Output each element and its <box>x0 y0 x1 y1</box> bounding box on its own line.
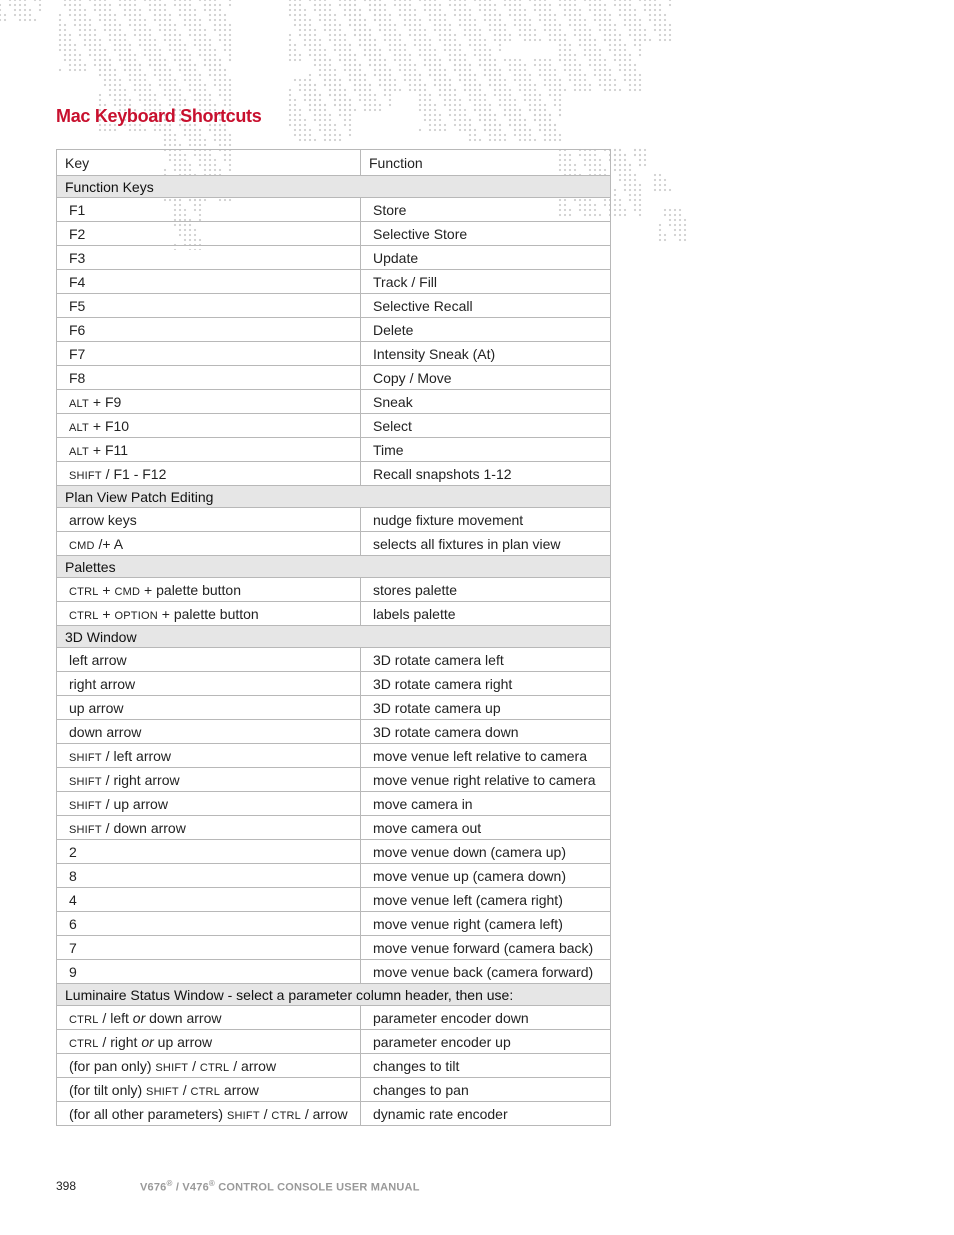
key-cell: 6 <box>57 912 361 936</box>
table-row <box>57 532 611 556</box>
key-cell: ALT + F11 <box>57 438 361 462</box>
key-cell: SHIFT / down arrow <box>57 816 361 840</box>
function-cell: move camera out <box>361 816 611 840</box>
key-cell: 4 <box>57 888 361 912</box>
key-cell: down arrow <box>57 720 361 744</box>
page-title: Mac Keyboard Shortcuts <box>56 106 262 126</box>
table-row <box>57 960 611 984</box>
function-cell: Recall snapshots 1-12 <box>361 462 611 486</box>
table-row <box>57 888 611 912</box>
table-row <box>57 602 611 626</box>
key-cell: SHIFT / left arrow <box>57 744 361 768</box>
header-function: Function <box>361 150 611 176</box>
function-cell: move venue forward (camera back) <box>361 936 611 960</box>
function-cell: nudge fixture movement <box>361 508 611 532</box>
section-title: Plan View Patch Editing <box>57 486 611 508</box>
function-cell: Intensity Sneak (At) <box>361 342 611 366</box>
table-row <box>57 318 611 342</box>
key-cell: 9 <box>57 960 361 984</box>
section-title: Luminaire Status Window - select a parameter column header, then use: <box>57 984 611 1006</box>
key-cell: up arrow <box>57 696 361 720</box>
function-cell: changes to tilt <box>361 1054 611 1078</box>
section-title: Function Keys <box>57 176 611 198</box>
key-cell: SHIFT / right arrow <box>57 768 361 792</box>
function-cell: Selective Recall <box>361 294 611 318</box>
function-cell: 3D rotate camera left <box>361 648 611 672</box>
table-row <box>57 508 611 532</box>
manual-title-separator: / <box>172 1181 183 1194</box>
key-cell: (for tilt only) SHIFT / CTRL arrow <box>57 1078 361 1102</box>
key-cell: SHIFT / up arrow <box>57 792 361 816</box>
table-row <box>57 414 611 438</box>
key-cell: CTRL + OPTION + palette button <box>57 602 361 626</box>
registered-mark-2: ® <box>208 1179 215 1188</box>
table-row <box>57 1054 611 1078</box>
key-cell: F8 <box>57 366 361 390</box>
table-row <box>57 1078 611 1102</box>
table-row <box>57 390 611 414</box>
table-row <box>57 696 611 720</box>
function-cell: Delete <box>361 318 611 342</box>
key-cell: left arrow <box>57 648 361 672</box>
function-cell: parameter encoder up <box>361 1030 611 1054</box>
key-cell: CTRL + CMD + palette button <box>57 578 361 602</box>
key-cell: F2 <box>57 222 361 246</box>
table-row <box>57 246 611 270</box>
key-cell: SHIFT / F1 - F12 <box>57 462 361 486</box>
table-row <box>57 840 611 864</box>
key-cell: F7 <box>57 342 361 366</box>
key-cell: F1 <box>57 198 361 222</box>
table-row <box>57 294 611 318</box>
table-row <box>57 366 611 390</box>
function-cell: move venue right relative to camera <box>361 768 611 792</box>
key-cell: F5 <box>57 294 361 318</box>
table-row <box>57 792 611 816</box>
page-number: 398 <box>56 1179 77 1193</box>
function-cell: parameter encoder down <box>361 1006 611 1030</box>
table-row <box>57 1102 611 1126</box>
key-cell: CTRL / left or down arrow <box>57 1006 361 1030</box>
table-body <box>57 176 611 1126</box>
function-cell: stores palette <box>361 578 611 602</box>
function-cell: dynamic rate encoder <box>361 1102 611 1126</box>
table-row <box>57 198 611 222</box>
manual-title-part3: CONTROL CONSOLE USER MANUAL <box>215 1181 420 1194</box>
table-row <box>57 462 611 486</box>
table-row <box>57 342 611 366</box>
table-row <box>57 936 611 960</box>
key-cell: F6 <box>57 318 361 342</box>
function-cell: move venue right (camera left) <box>361 912 611 936</box>
table-row <box>57 864 611 888</box>
function-cell: move venue left (camera right) <box>361 888 611 912</box>
table-row <box>57 816 611 840</box>
function-cell: labels palette <box>361 602 611 626</box>
function-cell: Time <box>361 438 611 462</box>
function-cell: 3D rotate camera right <box>361 672 611 696</box>
manual-title-part1: V676 <box>140 1181 167 1194</box>
header-key: Key <box>57 150 361 176</box>
table-row <box>57 1006 611 1030</box>
key-cell: CTRL / right or up arrow <box>57 1030 361 1054</box>
key-cell: F3 <box>57 246 361 270</box>
section-row <box>57 984 611 1006</box>
table-row <box>57 270 611 294</box>
section-row <box>57 626 611 648</box>
section-row <box>57 556 611 578</box>
table-row <box>57 1030 611 1054</box>
key-cell: right arrow <box>57 672 361 696</box>
table-row <box>57 744 611 768</box>
key-cell: ALT + F9 <box>57 390 361 414</box>
function-cell: move venue down (camera up) <box>361 840 611 864</box>
table-row <box>57 768 611 792</box>
function-cell: move venue up (camera down) <box>361 864 611 888</box>
key-cell: ALT + F10 <box>57 414 361 438</box>
function-cell: Sneak <box>361 390 611 414</box>
table-row <box>57 912 611 936</box>
key-cell: (for pan only) SHIFT / CTRL / arrow <box>57 1054 361 1078</box>
function-cell: move venue back (camera forward) <box>361 960 611 984</box>
key-cell: 7 <box>57 936 361 960</box>
function-cell: Selective Store <box>361 222 611 246</box>
table-row <box>57 578 611 602</box>
key-cell: 8 <box>57 864 361 888</box>
table-row <box>57 648 611 672</box>
function-cell: move camera in <box>361 792 611 816</box>
function-cell: Select <box>361 414 611 438</box>
shortcuts-table <box>56 149 611 1126</box>
section-row <box>57 486 611 508</box>
function-cell: Copy / Move <box>361 366 611 390</box>
function-cell: move venue left relative to camera <box>361 744 611 768</box>
function-cell: 3D rotate camera down <box>361 720 611 744</box>
function-cell: changes to pan <box>361 1078 611 1102</box>
table-header-row <box>57 150 611 176</box>
manual-title-part2: V476 <box>182 1181 209 1194</box>
table-row <box>57 672 611 696</box>
function-cell: Track / Fill <box>361 270 611 294</box>
key-cell: (for all other parameters) SHIFT / CTRL / arrow <box>57 1102 361 1126</box>
key-cell: arrow keys <box>57 508 361 532</box>
table-row <box>57 222 611 246</box>
table-row <box>57 438 611 462</box>
section-title: Palettes <box>57 556 611 578</box>
key-cell: F4 <box>57 270 361 294</box>
function-cell: selects all fixtures in plan view <box>361 532 611 556</box>
key-cell: CMD /+ A <box>57 532 361 556</box>
function-cell: Update <box>361 246 611 270</box>
function-cell: 3D rotate camera up <box>361 696 611 720</box>
function-cell: Store <box>361 198 611 222</box>
section-title: 3D Window <box>57 626 611 648</box>
key-cell: 2 <box>57 840 361 864</box>
manual-title <box>140 1179 420 1194</box>
table-row <box>57 720 611 744</box>
section-row <box>57 176 611 198</box>
registered-mark-1: ® <box>166 1179 173 1188</box>
